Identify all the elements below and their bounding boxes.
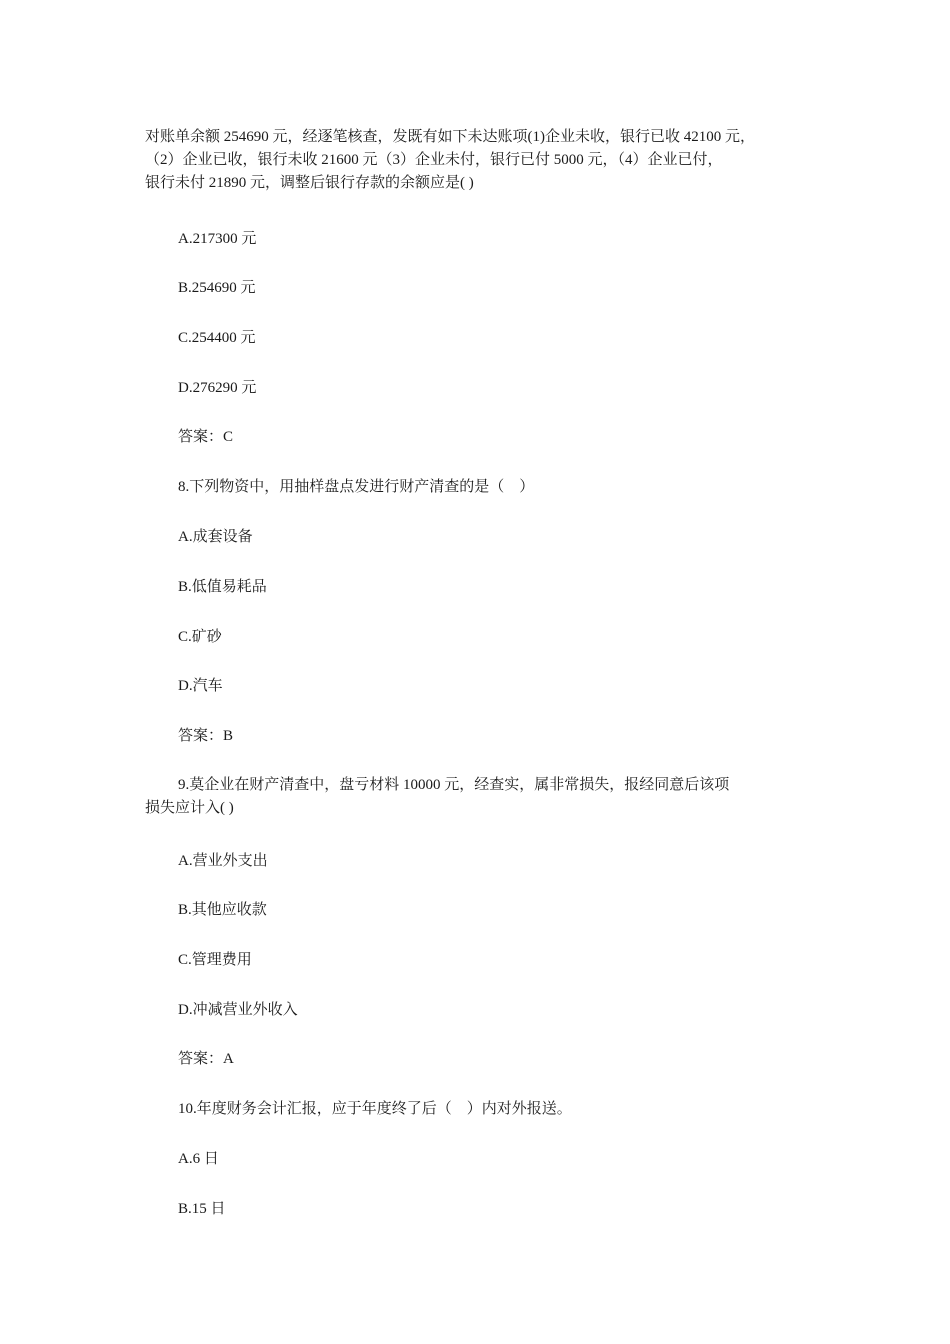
question-7-option-b: B.254690 元 [178, 280, 256, 296]
question-7-option-d: D.276290 元 [178, 380, 257, 396]
question-9-answer: 答案：A [178, 1051, 234, 1067]
question-8-option-b: B.低值易耗品 [178, 579, 267, 595]
question-9-option-b: B.其他应收款 [178, 902, 267, 918]
question-10-text: 10.年度财务会计汇报，应于年度终了后（ ）内对外报送。 [178, 1101, 572, 1117]
question-7-text [145, 126, 810, 195]
question-8-text: 8.下列物资中，用抽样盘点发进行财产清查的是（ ） [178, 479, 535, 495]
question-8-option-d: D.汽车 [178, 678, 223, 694]
question-9-option-c: C.管理费用 [178, 952, 252, 968]
question-7-option-a: A.217300 元 [178, 231, 257, 247]
question-7-line-3: 银行未付 21890 元，调整后银行存款的余额应是( ) [145, 175, 474, 191]
question-8-option-a: A.成套设备 [178, 529, 253, 545]
question-10-option-b: B.15 日 [178, 1201, 226, 1217]
question-7-answer: 答案：C [178, 429, 234, 445]
question-7-option-c: C.254400 元 [178, 330, 256, 346]
question-9-line-2: 损失应计入( ) [145, 800, 234, 816]
question-10-option-a: A.6 日 [178, 1151, 219, 1167]
question-7-line-1: 对账单余额 254690 元，经逐笔核查，发既有如下未达账项(1)企业未收，银行已收 42100 元， [145, 129, 755, 145]
question-9-option-a: A.营业外支出 [178, 853, 268, 869]
question-8-answer: 答案：B [178, 728, 234, 744]
question-9-line-1: 9.莫企业在财产清查中，盘亏材料 10000 元，经查实，属非常损失，报经同意后该项 [178, 777, 730, 793]
question-9-text [145, 774, 810, 820]
question-7-line-2: （2）企业已收，银行未收 21600 元（3）企业未付，银行已付 5000 元，（4）企业已付， [145, 152, 723, 168]
question-8-option-c: C.矿砂 [178, 629, 222, 645]
question-9-option-d: D.冲减营业外收入 [178, 1002, 298, 1018]
